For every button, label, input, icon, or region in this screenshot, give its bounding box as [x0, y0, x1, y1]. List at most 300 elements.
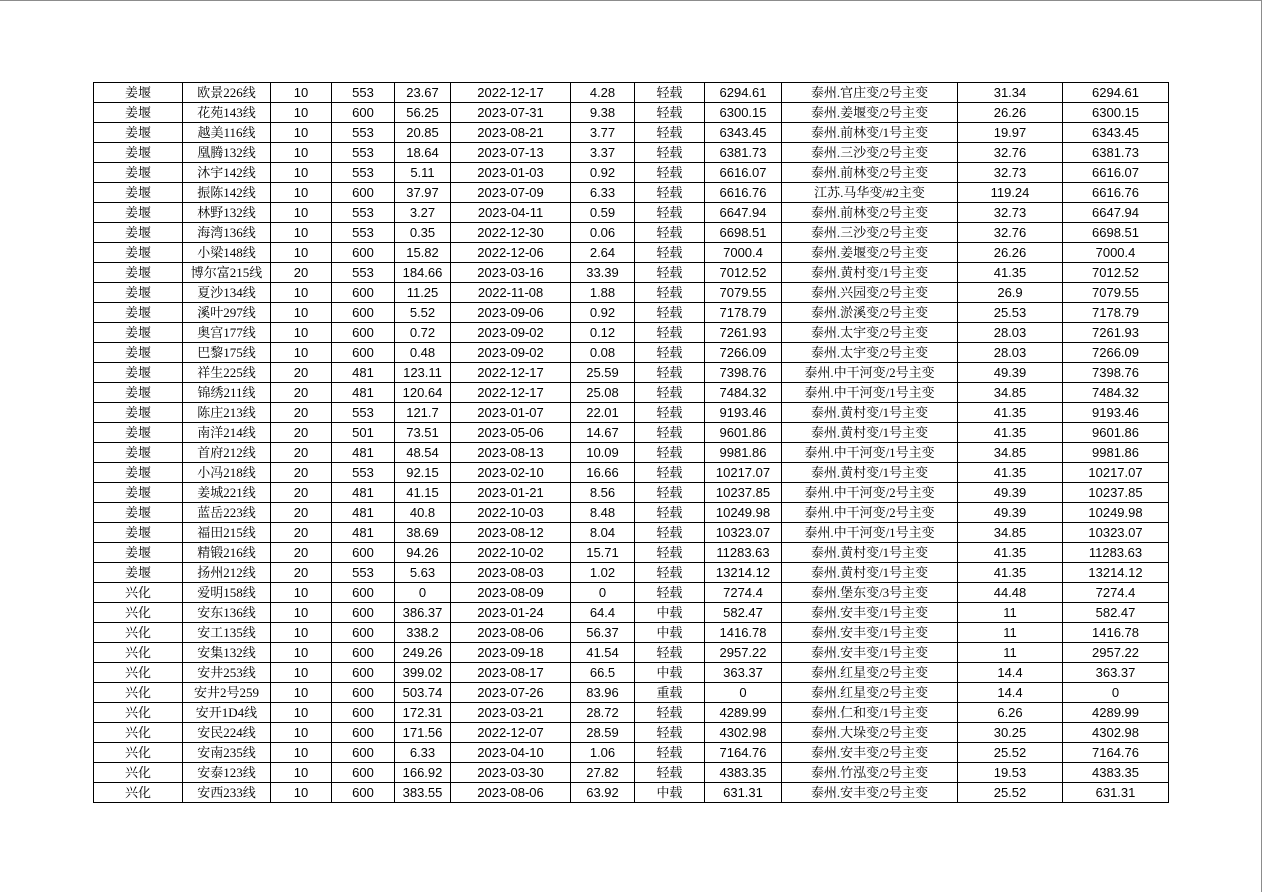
capacity-repeat-cell: 10217.07 [1063, 463, 1169, 483]
load-rate-cell: 0.08 [571, 343, 635, 363]
voltage-cell: 10 [271, 303, 332, 323]
transformer-value-cell: 41.35 [958, 563, 1063, 583]
region-cell: 兴化 [94, 663, 183, 683]
table-row [94, 503, 1169, 523]
line-name-cell: 安民224线 [183, 723, 271, 743]
capacity-cell: 6300.15 [705, 103, 782, 123]
capacity-cell: 7274.4 [705, 583, 782, 603]
transformer-value-cell: 28.03 [958, 323, 1063, 343]
voltage-cell: 10 [271, 643, 332, 663]
capacity-cell: 7164.76 [705, 743, 782, 763]
table-row [94, 83, 1169, 103]
capacity-repeat-cell: 10237.85 [1063, 483, 1169, 503]
line-name-cell: 精锻216线 [183, 543, 271, 563]
transformer-value-cell: 25.52 [958, 743, 1063, 763]
transformer-cell: 泰州.中干河变/1号主变 [782, 443, 958, 463]
load-rate-cell: 41.54 [571, 643, 635, 663]
rating-cell: 600 [332, 303, 395, 323]
transformer-value-cell: 26.26 [958, 103, 1063, 123]
load-value-cell: 56.25 [395, 103, 451, 123]
load-value-cell: 40.8 [395, 503, 451, 523]
load-status-cell: 轻载 [635, 763, 705, 783]
table-row [94, 303, 1169, 323]
load-value-cell: 121.7 [395, 403, 451, 423]
load-value-cell: 37.97 [395, 183, 451, 203]
line-name-cell: 安西233线 [183, 783, 271, 803]
capacity-cell: 7178.79 [705, 303, 782, 323]
region-cell: 姜堰 [94, 303, 183, 323]
load-rate-cell: 2.64 [571, 243, 635, 263]
capacity-cell: 9193.46 [705, 403, 782, 423]
transformer-value-cell: 119.24 [958, 183, 1063, 203]
transformer-value-cell: 30.25 [958, 723, 1063, 743]
load-status-cell: 轻载 [635, 183, 705, 203]
date-cell: 2022-12-17 [451, 83, 571, 103]
transformer-cell: 泰州.安丰变/2号主变 [782, 743, 958, 763]
load-value-cell: 18.64 [395, 143, 451, 163]
line-name-cell: 爱明158线 [183, 583, 271, 603]
voltage-cell: 10 [271, 703, 332, 723]
load-value-cell: 172.31 [395, 703, 451, 723]
load-value-cell: 0.48 [395, 343, 451, 363]
date-cell: 2023-01-21 [451, 483, 571, 503]
region-cell: 姜堰 [94, 403, 183, 423]
transformer-cell: 泰州.姜堰变/2号主变 [782, 243, 958, 263]
load-status-cell: 轻载 [635, 243, 705, 263]
line-name-cell: 锦绣211线 [183, 383, 271, 403]
capacity-repeat-cell: 6616.76 [1063, 183, 1169, 203]
capacity-cell: 6381.73 [705, 143, 782, 163]
load-status-cell: 轻载 [635, 283, 705, 303]
region-cell: 兴化 [94, 763, 183, 783]
capacity-repeat-cell: 4289.99 [1063, 703, 1169, 723]
line-name-cell: 小冯218线 [183, 463, 271, 483]
rating-cell: 600 [332, 543, 395, 563]
table-body [94, 83, 1169, 803]
transformer-cell: 泰州.太宇变/2号主变 [782, 323, 958, 343]
line-name-cell: 奥宫177线 [183, 323, 271, 343]
load-rate-cell: 0 [571, 583, 635, 603]
transformer-value-cell: 49.39 [958, 363, 1063, 383]
load-rate-cell: 1.02 [571, 563, 635, 583]
capacity-cell: 10217.07 [705, 463, 782, 483]
capacity-cell: 11283.63 [705, 543, 782, 563]
load-value-cell: 184.66 [395, 263, 451, 283]
load-status-cell: 轻载 [635, 83, 705, 103]
transformer-value-cell: 32.76 [958, 143, 1063, 163]
capacity-repeat-cell: 6698.51 [1063, 223, 1169, 243]
line-name-cell: 安南235线 [183, 743, 271, 763]
transformer-value-cell: 34.85 [958, 383, 1063, 403]
line-name-cell: 蓝岳223线 [183, 503, 271, 523]
date-cell: 2023-08-03 [451, 563, 571, 583]
transformer-value-cell: 41.35 [958, 263, 1063, 283]
transformer-cell: 泰州.黄村变/1号主变 [782, 263, 958, 283]
line-name-cell: 溪叶297线 [183, 303, 271, 323]
rating-cell: 600 [332, 643, 395, 663]
voltage-cell: 10 [271, 83, 332, 103]
transformer-cell: 泰州.中干河变/1号主变 [782, 523, 958, 543]
load-status-cell: 轻载 [635, 303, 705, 323]
load-value-cell: 11.25 [395, 283, 451, 303]
voltage-cell: 10 [271, 763, 332, 783]
voltage-cell: 10 [271, 103, 332, 123]
transformer-value-cell: 32.73 [958, 203, 1063, 223]
load-status-cell: 轻载 [635, 523, 705, 543]
capacity-repeat-cell: 6381.73 [1063, 143, 1169, 163]
load-rate-cell: 0.12 [571, 323, 635, 343]
capacity-repeat-cell: 7000.4 [1063, 243, 1169, 263]
rating-cell: 600 [332, 723, 395, 743]
voltage-cell: 10 [271, 223, 332, 243]
load-status-cell: 轻载 [635, 343, 705, 363]
load-rate-cell: 63.92 [571, 783, 635, 803]
capacity-cell: 2957.22 [705, 643, 782, 663]
line-name-cell: 花苑143线 [183, 103, 271, 123]
date-cell: 2023-09-02 [451, 323, 571, 343]
table-row [94, 323, 1169, 343]
table-row [94, 663, 1169, 683]
line-name-cell: 祥生225线 [183, 363, 271, 383]
rating-cell: 600 [332, 663, 395, 683]
date-cell: 2023-08-17 [451, 663, 571, 683]
load-value-cell: 20.85 [395, 123, 451, 143]
date-cell: 2023-08-21 [451, 123, 571, 143]
table-row [94, 563, 1169, 583]
date-cell: 2023-07-13 [451, 143, 571, 163]
line-name-cell: 安东136线 [183, 603, 271, 623]
capacity-cell: 4302.98 [705, 723, 782, 743]
capacity-repeat-cell: 6616.07 [1063, 163, 1169, 183]
capacity-repeat-cell: 10323.07 [1063, 523, 1169, 543]
capacity-cell: 6698.51 [705, 223, 782, 243]
capacity-cell: 363.37 [705, 663, 782, 683]
line-name-cell: 福田215线 [183, 523, 271, 543]
voltage-cell: 10 [271, 203, 332, 223]
load-status-cell: 轻载 [635, 643, 705, 663]
load-status-cell: 轻载 [635, 423, 705, 443]
load-status-cell: 轻载 [635, 723, 705, 743]
capacity-cell: 6616.76 [705, 183, 782, 203]
voltage-cell: 20 [271, 543, 332, 563]
load-status-cell: 轻载 [635, 543, 705, 563]
capacity-cell: 631.31 [705, 783, 782, 803]
region-cell: 兴化 [94, 623, 183, 643]
load-value-cell: 0.35 [395, 223, 451, 243]
rating-cell: 481 [332, 443, 395, 463]
capacity-cell: 7012.52 [705, 263, 782, 283]
capacity-cell: 4289.99 [705, 703, 782, 723]
date-cell: 2023-03-21 [451, 703, 571, 723]
table-row [94, 103, 1169, 123]
rating-cell: 600 [332, 323, 395, 343]
rating-cell: 553 [332, 463, 395, 483]
voltage-cell: 10 [271, 343, 332, 363]
load-value-cell: 123.11 [395, 363, 451, 383]
load-value-cell: 166.92 [395, 763, 451, 783]
load-rate-cell: 33.39 [571, 263, 635, 283]
table-row [94, 783, 1169, 803]
transformer-cell: 泰州.三沙变/2号主变 [782, 143, 958, 163]
capacity-cell: 582.47 [705, 603, 782, 623]
rating-cell: 600 [332, 743, 395, 763]
voltage-cell: 10 [271, 163, 332, 183]
transformer-cell: 泰州.黄村变/1号主变 [782, 463, 958, 483]
region-cell: 姜堰 [94, 263, 183, 283]
load-status-cell: 轻载 [635, 483, 705, 503]
line-name-cell: 安井2号259 [183, 683, 271, 703]
date-cell: 2023-08-06 [451, 623, 571, 643]
load-status-cell: 轻载 [635, 563, 705, 583]
load-status-cell: 轻载 [635, 323, 705, 343]
transformer-cell: 江苏.马华变/#2主变 [782, 183, 958, 203]
date-cell: 2023-05-06 [451, 423, 571, 443]
capacity-cell: 7484.32 [705, 383, 782, 403]
date-cell: 2022-11-08 [451, 283, 571, 303]
voltage-cell: 10 [271, 723, 332, 743]
voltage-cell: 20 [271, 563, 332, 583]
rating-cell: 553 [332, 123, 395, 143]
line-name-cell: 夏沙134线 [183, 283, 271, 303]
transformer-value-cell: 41.35 [958, 463, 1063, 483]
date-cell: 2023-09-06 [451, 303, 571, 323]
voltage-cell: 20 [271, 383, 332, 403]
voltage-cell: 10 [271, 683, 332, 703]
capacity-repeat-cell: 9193.46 [1063, 403, 1169, 423]
load-value-cell: 38.69 [395, 523, 451, 543]
rating-cell: 600 [332, 763, 395, 783]
voltage-cell: 10 [271, 323, 332, 343]
capacity-cell: 13214.12 [705, 563, 782, 583]
transformer-cell: 泰州.三沙变/2号主变 [782, 223, 958, 243]
load-status-cell: 中载 [635, 663, 705, 683]
transformer-value-cell: 34.85 [958, 523, 1063, 543]
rating-cell: 600 [332, 243, 395, 263]
capacity-cell: 6294.61 [705, 83, 782, 103]
date-cell: 2023-03-30 [451, 763, 571, 783]
load-rate-cell: 56.37 [571, 623, 635, 643]
voltage-cell: 10 [271, 143, 332, 163]
table-row [94, 363, 1169, 383]
capacity-cell: 7000.4 [705, 243, 782, 263]
load-rate-cell: 4.28 [571, 83, 635, 103]
date-cell: 2022-10-03 [451, 503, 571, 523]
capacity-repeat-cell: 7012.52 [1063, 263, 1169, 283]
region-cell: 兴化 [94, 603, 183, 623]
date-cell: 2023-07-31 [451, 103, 571, 123]
load-status-cell: 轻载 [635, 143, 705, 163]
capacity-repeat-cell: 631.31 [1063, 783, 1169, 803]
capacity-repeat-cell: 363.37 [1063, 663, 1169, 683]
capacity-cell: 9981.86 [705, 443, 782, 463]
load-rate-cell: 0.59 [571, 203, 635, 223]
date-cell: 2023-01-24 [451, 603, 571, 623]
table-row [94, 343, 1169, 363]
region-cell: 姜堰 [94, 163, 183, 183]
region-cell: 姜堰 [94, 543, 183, 563]
line-name-cell: 博尔富215线 [183, 263, 271, 283]
capacity-cell: 4383.35 [705, 763, 782, 783]
transformer-value-cell: 44.48 [958, 583, 1063, 603]
data-table [93, 82, 1169, 803]
capacity-repeat-cell: 11283.63 [1063, 543, 1169, 563]
date-cell: 2022-12-07 [451, 723, 571, 743]
transformer-value-cell: 19.53 [958, 763, 1063, 783]
transformer-cell: 泰州.姜堰变/2号主变 [782, 103, 958, 123]
table-row [94, 643, 1169, 663]
region-cell: 兴化 [94, 723, 183, 743]
region-cell: 姜堰 [94, 563, 183, 583]
load-rate-cell: 0.92 [571, 163, 635, 183]
voltage-cell: 10 [271, 783, 332, 803]
load-status-cell: 轻载 [635, 123, 705, 143]
voltage-cell: 10 [271, 283, 332, 303]
rating-cell: 600 [332, 343, 395, 363]
capacity-repeat-cell: 9981.86 [1063, 443, 1169, 463]
voltage-cell: 10 [271, 243, 332, 263]
table-row [94, 683, 1169, 703]
voltage-cell: 10 [271, 603, 332, 623]
line-name-cell: 安集132线 [183, 643, 271, 663]
voltage-cell: 10 [271, 623, 332, 643]
rating-cell: 553 [332, 263, 395, 283]
rating-cell: 553 [332, 143, 395, 163]
load-value-cell: 171.56 [395, 723, 451, 743]
capacity-repeat-cell: 9601.86 [1063, 423, 1169, 443]
capacity-repeat-cell: 13214.12 [1063, 563, 1169, 583]
transformer-cell: 泰州.淤溪变/2号主变 [782, 303, 958, 323]
transformer-cell: 泰州.红星变/2号主变 [782, 663, 958, 683]
transformer-value-cell: 6.26 [958, 703, 1063, 723]
region-cell: 姜堰 [94, 83, 183, 103]
region-cell: 姜堰 [94, 183, 183, 203]
date-cell: 2023-04-10 [451, 743, 571, 763]
transformer-cell: 泰州.仁和变/1号主变 [782, 703, 958, 723]
transformer-cell: 泰州.官庄变/2号主变 [782, 83, 958, 103]
region-cell: 兴化 [94, 643, 183, 663]
line-name-cell: 首府212线 [183, 443, 271, 463]
rating-cell: 481 [332, 483, 395, 503]
table-row [94, 383, 1169, 403]
load-value-cell: 5.63 [395, 563, 451, 583]
capacity-repeat-cell: 10249.98 [1063, 503, 1169, 523]
voltage-cell: 20 [271, 443, 332, 463]
load-value-cell: 6.33 [395, 743, 451, 763]
region-cell: 姜堰 [94, 143, 183, 163]
transformer-cell: 泰州.黄村变/1号主变 [782, 563, 958, 583]
load-value-cell: 92.15 [395, 463, 451, 483]
load-rate-cell: 6.33 [571, 183, 635, 203]
table-row [94, 543, 1169, 563]
load-value-cell: 94.26 [395, 543, 451, 563]
capacity-repeat-cell: 0 [1063, 683, 1169, 703]
rating-cell: 481 [332, 503, 395, 523]
load-status-cell: 轻载 [635, 703, 705, 723]
table-row [94, 263, 1169, 283]
region-cell: 兴化 [94, 783, 183, 803]
line-name-cell: 越美116线 [183, 123, 271, 143]
capacity-cell: 10237.85 [705, 483, 782, 503]
date-cell: 2022-10-02 [451, 543, 571, 563]
date-cell: 2023-07-26 [451, 683, 571, 703]
voltage-cell: 20 [271, 423, 332, 443]
load-rate-cell: 8.04 [571, 523, 635, 543]
load-rate-cell: 83.96 [571, 683, 635, 703]
rating-cell: 600 [332, 703, 395, 723]
capacity-cell: 6647.94 [705, 203, 782, 223]
capacity-repeat-cell: 7261.93 [1063, 323, 1169, 343]
rating-cell: 600 [332, 783, 395, 803]
capacity-cell: 7266.09 [705, 343, 782, 363]
table-row [94, 523, 1169, 543]
rating-cell: 553 [332, 83, 395, 103]
load-value-cell: 338.2 [395, 623, 451, 643]
rating-cell: 600 [332, 603, 395, 623]
voltage-cell: 20 [271, 523, 332, 543]
load-rate-cell: 27.82 [571, 763, 635, 783]
load-value-cell: 3.27 [395, 203, 451, 223]
transformer-value-cell: 41.35 [958, 403, 1063, 423]
rating-cell: 501 [332, 423, 395, 443]
line-name-cell: 巴黎175线 [183, 343, 271, 363]
capacity-repeat-cell: 7178.79 [1063, 303, 1169, 323]
capacity-repeat-cell: 4302.98 [1063, 723, 1169, 743]
capacity-cell: 7079.55 [705, 283, 782, 303]
table-row [94, 483, 1169, 503]
load-rate-cell: 9.38 [571, 103, 635, 123]
load-status-cell: 中载 [635, 783, 705, 803]
transformer-cell: 泰州.前林变/1号主变 [782, 123, 958, 143]
transformer-cell: 泰州.安丰变/1号主变 [782, 623, 958, 643]
load-rate-cell: 28.72 [571, 703, 635, 723]
transformer-value-cell: 11 [958, 603, 1063, 623]
transformer-value-cell: 14.4 [958, 683, 1063, 703]
load-value-cell: 0 [395, 583, 451, 603]
transformer-cell: 泰州.中干河变/2号主变 [782, 363, 958, 383]
table-row [94, 723, 1169, 743]
load-rate-cell: 1.88 [571, 283, 635, 303]
transformer-cell: 泰州.黄村变/1号主变 [782, 543, 958, 563]
load-value-cell: 503.74 [395, 683, 451, 703]
transformer-cell: 泰州.红星变/2号主变 [782, 683, 958, 703]
load-status-cell: 轻载 [635, 223, 705, 243]
table-row [94, 423, 1169, 443]
load-status-cell: 轻载 [635, 163, 705, 183]
transformer-value-cell: 28.03 [958, 343, 1063, 363]
transformer-value-cell: 41.35 [958, 423, 1063, 443]
rating-cell: 553 [332, 403, 395, 423]
region-cell: 姜堰 [94, 203, 183, 223]
region-cell: 姜堰 [94, 223, 183, 243]
transformer-cell: 泰州.中干河变/1号主变 [782, 383, 958, 403]
capacity-repeat-cell: 6300.15 [1063, 103, 1169, 123]
line-name-cell: 安泰123线 [183, 763, 271, 783]
transformer-cell: 泰州.中干河变/2号主变 [782, 483, 958, 503]
transformer-value-cell: 14.4 [958, 663, 1063, 683]
load-status-cell: 重载 [635, 683, 705, 703]
voltage-cell: 10 [271, 743, 332, 763]
load-rate-cell: 22.01 [571, 403, 635, 423]
load-rate-cell: 3.77 [571, 123, 635, 143]
load-value-cell: 383.55 [395, 783, 451, 803]
capacity-cell: 10323.07 [705, 523, 782, 543]
load-status-cell: 轻载 [635, 463, 705, 483]
load-status-cell: 轻载 [635, 583, 705, 603]
region-cell: 姜堰 [94, 503, 183, 523]
date-cell: 2022-12-17 [451, 383, 571, 403]
voltage-cell: 20 [271, 503, 332, 523]
load-value-cell: 399.02 [395, 663, 451, 683]
